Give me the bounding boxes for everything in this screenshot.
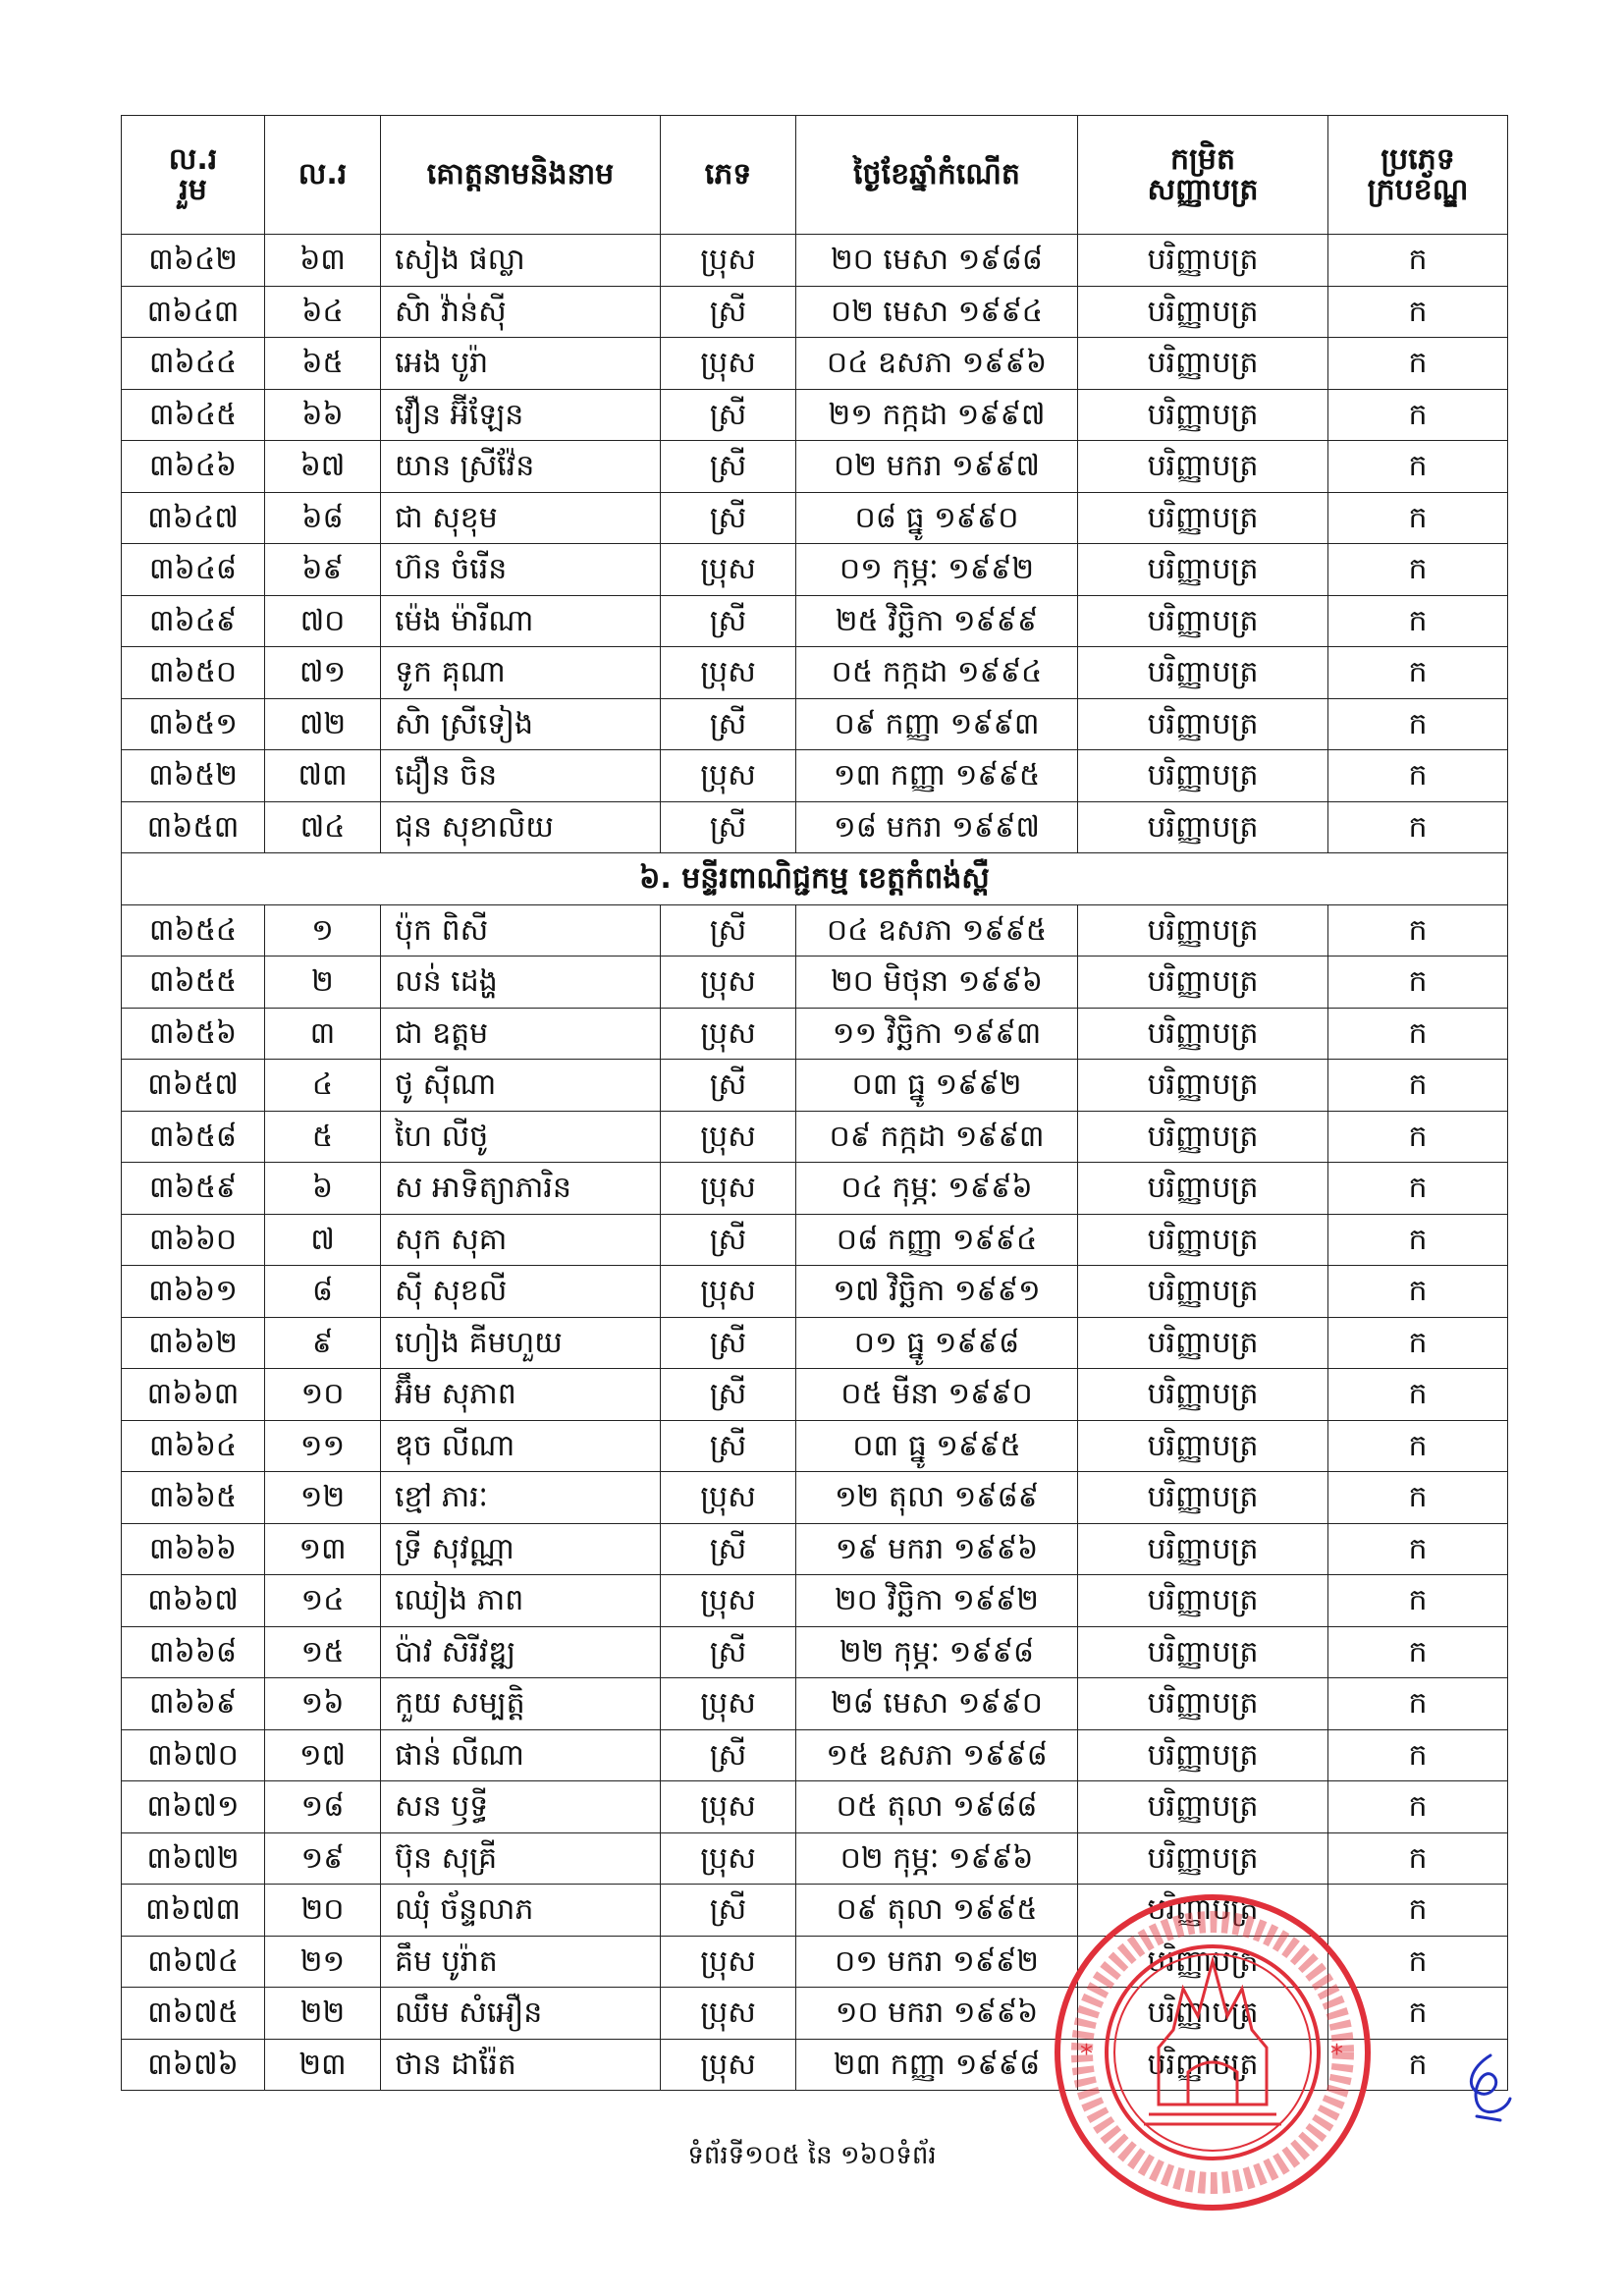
- table-row: [122, 492, 1508, 544]
- cell-no: ២: [265, 957, 381, 1009]
- cell-dob: ២១ កក្កដា ១៩៩៧: [796, 389, 1078, 441]
- table-row: [122, 1266, 1508, 1318]
- cell-no: ៧១: [265, 647, 381, 699]
- cell-framework: ក: [1328, 698, 1508, 750]
- cell-framework: ក: [1328, 441, 1508, 493]
- header-total-no: ល.រ រួម: [122, 116, 265, 235]
- table-row: [122, 1214, 1508, 1266]
- cell-no: ១៨: [265, 1781, 381, 1833]
- cell-no: ៧២: [265, 698, 381, 750]
- cell-total-no: ៣៦៥៧: [122, 1060, 265, 1112]
- cell-sex: ស្រី: [661, 801, 796, 853]
- cell-degree: បរិញ្ញាបត្រ: [1078, 235, 1328, 287]
- cell-no: ៧៤: [265, 801, 381, 853]
- cell-total-no: ៣៦៦៥: [122, 1472, 265, 1524]
- cell-name: ឈឹម សំអឿន: [381, 1988, 661, 2040]
- table-row: [122, 544, 1508, 596]
- cell-total-no: ៣៦៦២: [122, 1317, 265, 1369]
- cell-sex: ប្រុស: [661, 1111, 796, 1163]
- cell-degree: បរិញ្ញាបត្រ: [1078, 1060, 1328, 1112]
- cell-degree: បរិញ្ញាបត្រ: [1078, 1626, 1328, 1678]
- cell-sex: ស្រី: [661, 595, 796, 647]
- cell-no: ៦: [265, 1163, 381, 1215]
- cell-dob: ០៥ តុលា ១៩៨៨: [796, 1781, 1078, 1833]
- header-degree: កម្រិត សញ្ញាបត្រ: [1078, 116, 1328, 235]
- cell-dob: ១៧ វិច្ឆិកា ១៩៩១: [796, 1266, 1078, 1318]
- cell-total-no: ៣៦៦៣: [122, 1369, 265, 1421]
- table-row: [122, 1678, 1508, 1730]
- cell-total-no: ៣៦៤៦: [122, 441, 265, 493]
- cell-no: ៦៧: [265, 441, 381, 493]
- cell-dob: ២២ កុម្ភៈ ១៩៩៨: [796, 1626, 1078, 1678]
- official-seal-icon: [1051, 1890, 1375, 2214]
- cell-dob: ០៩ តុលា ១៩៩៥: [796, 1885, 1078, 1937]
- cell-total-no: ៣៦៥៣: [122, 801, 265, 853]
- cell-total-no: ៣៦៦៨: [122, 1626, 265, 1678]
- table-row: [122, 750, 1508, 802]
- cell-framework: ក: [1328, 957, 1508, 1009]
- cell-total-no: ៣៦៥៩: [122, 1163, 265, 1215]
- table-row: [122, 389, 1508, 441]
- section-title: ៦. មន្ទីរពាណិជ្ជកម្ម ខេត្តកំពង់ស្ពឺ: [122, 853, 1508, 905]
- cell-name: ប៉ាវ សិរីវឌ្ឍ: [381, 1626, 661, 1678]
- cell-name: ហៃ លីថូ: [381, 1111, 661, 1163]
- cell-framework: ក: [1328, 492, 1508, 544]
- cell-dob: ១៩ មករា ១៩៩៦: [796, 1523, 1078, 1575]
- cell-sex: ស្រី: [661, 286, 796, 338]
- cell-framework: ក: [1328, 904, 1508, 957]
- cell-name: ខ្មៅ ភារៈ: [381, 1472, 661, 1524]
- table-row: [122, 338, 1508, 390]
- cell-degree: បរិញ្ញាបត្រ: [1078, 1678, 1328, 1730]
- cell-no: ៦៩: [265, 544, 381, 596]
- cell-total-no: ៣៦៧៤: [122, 1936, 265, 1988]
- cell-name: ផាន់ លីណា: [381, 1729, 661, 1781]
- cell-dob: ២៨ មេសា ១៩៩០: [796, 1678, 1078, 1730]
- cell-framework: ក: [1328, 1060, 1508, 1112]
- table-row: [122, 1420, 1508, 1472]
- cell-sex: ស្រី: [661, 1885, 796, 1937]
- cell-framework: ក: [1328, 801, 1508, 853]
- cell-dob: ០៥ មីនា ១៩៩០: [796, 1369, 1078, 1421]
- cell-degree: បរិញ្ញាបត្រ: [1078, 2039, 1328, 2091]
- cell-dob: ១៨ មករា ១៩៩៧: [796, 801, 1078, 853]
- cell-total-no: ៣៦៥២: [122, 750, 265, 802]
- cell-total-no: ៣៦៤៥: [122, 389, 265, 441]
- cell-name: យាន ស្រីវ៉ែន: [381, 441, 661, 493]
- cell-sex: ប្រុស: [661, 1163, 796, 1215]
- cell-no: ៦៣: [265, 235, 381, 287]
- table-row: [122, 1729, 1508, 1781]
- cell-dob: ០២ កុម្ភៈ ១៩៩៦: [796, 1832, 1078, 1885]
- cell-no: ១៣: [265, 1523, 381, 1575]
- cell-name: ទូក គុណា: [381, 647, 661, 699]
- cell-framework: ក: [1328, 1163, 1508, 1215]
- signature-icon: [1451, 2048, 1520, 2126]
- table-row: [122, 647, 1508, 699]
- cell-sex: ស្រី: [661, 1369, 796, 1421]
- cell-name: ដឿន ចិន: [381, 750, 661, 802]
- cell-framework: ក: [1328, 1214, 1508, 1266]
- cell-framework: ក: [1328, 1781, 1508, 1833]
- cell-dob: ០៣ ធ្នូ ១៩៩២: [796, 1060, 1078, 1112]
- table-row: [122, 1060, 1508, 1112]
- cell-name: ឈុំ ច័ន្ទលាភ: [381, 1885, 661, 1937]
- cell-no: ២១: [265, 1936, 381, 1988]
- cell-sex: ប្រុស: [661, 544, 796, 596]
- svg-text:*: *: [1080, 2040, 1093, 2069]
- cell-name: វឿន អ៊ីឡែន: [381, 389, 661, 441]
- table-row: [122, 1832, 1508, 1885]
- cell-total-no: ៣៦៧០: [122, 1729, 265, 1781]
- table-row: [122, 1317, 1508, 1369]
- table-row: [122, 1781, 1508, 1833]
- svg-text:*: *: [1330, 2040, 1343, 2069]
- table-row: [122, 698, 1508, 750]
- cell-dob: ២៣ កញ្ញា ១៩៩៨: [796, 2039, 1078, 2091]
- cell-name: កួយ សម្បត្តិ: [381, 1678, 661, 1730]
- cell-sex: ប្រុស: [661, 1936, 796, 1988]
- cell-no: ៤: [265, 1060, 381, 1112]
- cell-degree: បរិញ្ញាបត្រ: [1078, 1729, 1328, 1781]
- cell-name: ជុន សុខាលិយ: [381, 801, 661, 853]
- cell-total-no: ៣៦៦៤: [122, 1420, 265, 1472]
- cell-no: ៧: [265, 1214, 381, 1266]
- cell-framework: ក: [1328, 2039, 1508, 2091]
- cell-no: ៥: [265, 1111, 381, 1163]
- table-row: [122, 441, 1508, 493]
- cell-dob: ១៥ ឧសភា ១៩៩៨: [796, 1729, 1078, 1781]
- cell-degree: បរិញ្ញាបត្រ: [1078, 1575, 1328, 1627]
- cell-sex: ស្រី: [661, 492, 796, 544]
- personnel-table: [121, 115, 1508, 2091]
- cell-degree: បរិញ្ញាបត្រ: [1078, 595, 1328, 647]
- cell-degree: បរិញ្ញាបត្រ: [1078, 1008, 1328, 1060]
- cell-framework: ក: [1328, 1729, 1508, 1781]
- cell-no: ៣: [265, 1008, 381, 1060]
- table-row: [122, 595, 1508, 647]
- cell-sex: ប្រុស: [661, 1575, 796, 1627]
- cell-dob: ២០ វិច្ឆិកា ១៩៩២: [796, 1575, 1078, 1627]
- cell-sex: ប្រុស: [661, 750, 796, 802]
- cell-dob: ០៤ ឧសភា ១៩៩៥: [796, 904, 1078, 957]
- cell-framework: ក: [1328, 544, 1508, 596]
- cell-degree: បរិញ្ញាបត្រ: [1078, 1317, 1328, 1369]
- cell-no: ៦៥: [265, 338, 381, 390]
- cell-dob: ១០ មករា ១៩៩៦: [796, 1988, 1078, 2040]
- cell-degree: បរិញ្ញាបត្រ: [1078, 286, 1328, 338]
- cell-degree: បរិញ្ញាបត្រ: [1078, 1266, 1328, 1318]
- cell-sex: ស្រី: [661, 389, 796, 441]
- cell-dob: ០៤ ឧសភា ១៩៩៦: [796, 338, 1078, 390]
- cell-sex: ប្រុស: [661, 1832, 796, 1885]
- cell-sex: ប្រុស: [661, 1988, 796, 2040]
- cell-name: ឌុច លីណា: [381, 1420, 661, 1472]
- cell-total-no: ៣៦៥៤: [122, 904, 265, 957]
- cell-dob: ១២ តុលា ១៩៨៩: [796, 1472, 1078, 1524]
- cell-name: ប៊ុន សុគ្រី: [381, 1832, 661, 1885]
- cell-degree: បរិញ្ញាបត្រ: [1078, 338, 1328, 390]
- cell-framework: ក: [1328, 1111, 1508, 1163]
- cell-sex: ស្រី: [661, 1420, 796, 1472]
- cell-name: គឹម បូរ៉ាត: [381, 1936, 661, 1988]
- table-row: [122, 1369, 1508, 1421]
- cell-framework: ក: [1328, 595, 1508, 647]
- cell-total-no: ៣៦៦០: [122, 1214, 265, 1266]
- cell-name: ស អាទិត្យាភារិន: [381, 1163, 661, 1215]
- cell-no: ១៩: [265, 1832, 381, 1885]
- cell-sex: ប្រុស: [661, 1008, 796, 1060]
- cell-dob: ០៩ កក្កដា ១៩៩៣: [796, 1111, 1078, 1163]
- cell-sex: ប្រុស: [661, 1781, 796, 1833]
- cell-sex: ស្រី: [661, 1214, 796, 1266]
- cell-degree: បរិញ្ញាបត្រ: [1078, 957, 1328, 1009]
- cell-no: ២៣: [265, 2039, 381, 2091]
- cell-no: ១១: [265, 1420, 381, 1472]
- cell-dob: ០៤ កុម្ភៈ ១៩៩៦: [796, 1163, 1078, 1215]
- cell-framework: ក: [1328, 647, 1508, 699]
- cell-framework: ក: [1328, 235, 1508, 287]
- cell-framework: ក: [1328, 286, 1508, 338]
- cell-no: ២២: [265, 1988, 381, 2040]
- cell-name: លន់ ដេង្ហ: [381, 957, 661, 1009]
- cell-no: ៩: [265, 1317, 381, 1369]
- cell-name: សុក សុគា: [381, 1214, 661, 1266]
- cell-degree: បរិញ្ញាបត្រ: [1078, 801, 1328, 853]
- cell-dob: ១៣ កញ្ញា ១៩៩៥: [796, 750, 1078, 802]
- cell-dob: ០៣ ធ្នូ ១៩៩៥: [796, 1420, 1078, 1472]
- table-row: [122, 904, 1508, 957]
- cell-degree: បរិញ្ញាបត្រ: [1078, 1781, 1328, 1833]
- table-row: [122, 1008, 1508, 1060]
- cell-degree: បរិញ្ញាបត្រ: [1078, 1832, 1328, 1885]
- cell-name: អេង បូរ៉ា: [381, 338, 661, 390]
- cell-total-no: ៣៦៤២: [122, 235, 265, 287]
- cell-name: ស៊ី សុខលី: [381, 1266, 661, 1318]
- page-number: ទំព័រទី១០៥ នៃ ១៦០ទំព័រ: [687, 2141, 937, 2170]
- cell-framework: ក: [1328, 1678, 1508, 1730]
- cell-framework: ក: [1328, 1988, 1508, 2040]
- table-row: [122, 957, 1508, 1009]
- cell-name: ឈៀង ភាព: [381, 1575, 661, 1627]
- cell-dob: ០៩ កញ្ញា ១៩៩៣: [796, 698, 1078, 750]
- cell-dob: ២០ មេសា ១៩៨៨: [796, 235, 1078, 287]
- cell-sex: ស្រី: [661, 1626, 796, 1678]
- cell-degree: បរិញ្ញាបត្រ: [1078, 544, 1328, 596]
- cell-total-no: ៣៦៦៩: [122, 1678, 265, 1730]
- cell-name: សិា វ៉ាន់ស៊ី: [381, 286, 661, 338]
- section-row: [122, 853, 1508, 905]
- cell-sex: ស្រី: [661, 1523, 796, 1575]
- cell-dob: ០២ មេសា ១៩៩៤: [796, 286, 1078, 338]
- cell-degree: បរិញ្ញាបត្រ: [1078, 492, 1328, 544]
- cell-name: ថូ ស៊ីណា: [381, 1060, 661, 1112]
- cell-degree: បរិញ្ញាបត្រ: [1078, 1988, 1328, 2040]
- table-row: [122, 1163, 1508, 1215]
- cell-framework: ក: [1328, 1885, 1508, 1937]
- cell-framework: ក: [1328, 1523, 1508, 1575]
- cell-sex: ប្រុស: [661, 1472, 796, 1524]
- cell-dob: ០១ កុម្ភៈ ១៩៩២: [796, 544, 1078, 596]
- cell-name: ជា សុខុម: [381, 492, 661, 544]
- cell-degree: បរិញ្ញាបត្រ: [1078, 698, 1328, 750]
- cell-sex: ប្រុស: [661, 1678, 796, 1730]
- table-header-row: [122, 116, 1508, 235]
- cell-sex: ស្រី: [661, 1060, 796, 1112]
- cell-framework: ក: [1328, 1575, 1508, 1627]
- table-row: [122, 1111, 1508, 1163]
- cell-total-no: ៣៦៧៥: [122, 1988, 265, 2040]
- cell-degree: បរិញ្ញាបត្រ: [1078, 1111, 1328, 1163]
- cell-degree: បរិញ្ញាបត្រ: [1078, 647, 1328, 699]
- cell-no: ១២: [265, 1472, 381, 1524]
- table-row: [122, 1575, 1508, 1627]
- cell-framework: ក: [1328, 1317, 1508, 1369]
- cell-total-no: ៣៦៤៨: [122, 544, 265, 596]
- cell-total-no: ៣៦៤៤: [122, 338, 265, 390]
- table-row: [122, 235, 1508, 287]
- cell-sex: ស្រី: [661, 1317, 796, 1369]
- cell-total-no: ៣៦៥០: [122, 647, 265, 699]
- header-name: គោត្តនាមនិងនាម: [381, 116, 661, 235]
- cell-framework: ក: [1328, 1626, 1508, 1678]
- cell-dob: ២០ មិថុនា ១៩៩៦: [796, 957, 1078, 1009]
- cell-total-no: ៣៦៦៧: [122, 1575, 265, 1627]
- cell-name: ទ្រី សុវណ្ណា: [381, 1523, 661, 1575]
- cell-total-no: ៣៦៥១: [122, 698, 265, 750]
- table-row: [122, 1626, 1508, 1678]
- cell-sex: ប្រុស: [661, 957, 796, 1009]
- cell-sex: ស្រី: [661, 698, 796, 750]
- cell-dob: ០១ ធ្នូ ១៩៩៨: [796, 1317, 1078, 1369]
- cell-total-no: ៣៦៥៥: [122, 957, 265, 1009]
- cell-degree: បរិញ្ញាបត្រ: [1078, 1214, 1328, 1266]
- header-no: ល.រ: [265, 116, 381, 235]
- cell-framework: ក: [1328, 1832, 1508, 1885]
- cell-name: សៀង ផល្លា: [381, 235, 661, 287]
- cell-no: ៧៣: [265, 750, 381, 802]
- cell-framework: ក: [1328, 1420, 1508, 1472]
- cell-degree: បរិញ្ញាបត្រ: [1078, 1369, 1328, 1421]
- cell-degree: បរិញ្ញាបត្រ: [1078, 1472, 1328, 1524]
- cell-no: ៦៤: [265, 286, 381, 338]
- cell-dob: ០៨ ធ្នូ ១៩៩០: [796, 492, 1078, 544]
- cell-framework: ក: [1328, 1472, 1508, 1524]
- cell-degree: បរិញ្ញាបត្រ: [1078, 1163, 1328, 1215]
- cell-no: ១៤: [265, 1575, 381, 1627]
- cell-sex: ប្រុស: [661, 1266, 796, 1318]
- cell-name: ម៉េង ម៉ារីណា: [381, 595, 661, 647]
- cell-no: ១០: [265, 1369, 381, 1421]
- cell-no: ១៥: [265, 1626, 381, 1678]
- cell-dob: ១១ វិច្ឆិកា ១៩៩៣: [796, 1008, 1078, 1060]
- cell-no: ៨: [265, 1266, 381, 1318]
- cell-total-no: ៣៦៥៨: [122, 1111, 265, 1163]
- cell-total-no: ៣៦៧២: [122, 1832, 265, 1885]
- cell-framework: ក: [1328, 1266, 1508, 1318]
- cell-dob: ០៥ កក្កដា ១៩៩៤: [796, 647, 1078, 699]
- cell-no: ៧០: [265, 595, 381, 647]
- cell-no: ៦៨: [265, 492, 381, 544]
- cell-framework: ក: [1328, 1369, 1508, 1421]
- cell-framework: ក: [1328, 750, 1508, 802]
- cell-dob: ០៨ កញ្ញា ១៩៩៤: [796, 1214, 1078, 1266]
- cell-no: ២០: [265, 1885, 381, 1937]
- cell-sex: ស្រី: [661, 441, 796, 493]
- cell-degree: បរិញ្ញាបត្រ: [1078, 389, 1328, 441]
- header-dob: ថ្ងៃខែឆ្នាំកំណើត: [796, 116, 1078, 235]
- cell-total-no: ៣៦៧៣: [122, 1885, 265, 1937]
- cell-no: ១: [265, 904, 381, 957]
- cell-framework: ក: [1328, 1936, 1508, 1988]
- cell-name: ហ៊ន ចំរើន: [381, 544, 661, 596]
- cell-total-no: ៣៦៤៧: [122, 492, 265, 544]
- cell-total-no: ៣៦៧១: [122, 1781, 265, 1833]
- cell-dob: ២៥ វិច្ឆិកា ១៩៩៩: [796, 595, 1078, 647]
- cell-no: ៦៦: [265, 389, 381, 441]
- cell-sex: ប្រុស: [661, 647, 796, 699]
- cell-name: ប៉ុក ពិសី: [381, 904, 661, 957]
- cell-degree: បរិញ្ញាបត្រ: [1078, 1420, 1328, 1472]
- cell-total-no: ៣៦៦៦: [122, 1523, 265, 1575]
- cell-sex: ប្រុស: [661, 235, 796, 287]
- cell-name: អ៊ឹម សុភាព: [381, 1369, 661, 1421]
- cell-total-no: ៣៦៤៩: [122, 595, 265, 647]
- cell-total-no: ៣៦៤៣: [122, 286, 265, 338]
- cell-dob: ០១ មករា ១៩៩២: [796, 1936, 1078, 1988]
- table-row: [122, 1472, 1508, 1524]
- cell-degree: បរិញ្ញាបត្រ: [1078, 1885, 1328, 1937]
- cell-total-no: ៣៦៥៦: [122, 1008, 265, 1060]
- cell-framework: ក: [1328, 338, 1508, 390]
- cell-no: ១៦: [265, 1678, 381, 1730]
- cell-degree: បរិញ្ញាបត្រ: [1078, 750, 1328, 802]
- header-sex: ភេទ: [661, 116, 796, 235]
- cell-name: ថាន ដារ៉ែត: [381, 2039, 661, 2091]
- cell-sex: ប្រុស: [661, 338, 796, 390]
- cell-name: សន ឫទ្ធី: [381, 1781, 661, 1833]
- cell-no: ១៧: [265, 1729, 381, 1781]
- cell-sex: ស្រី: [661, 904, 796, 957]
- cell-name: ជា ឧត្តម: [381, 1008, 661, 1060]
- cell-degree: បរិញ្ញាបត្រ: [1078, 904, 1328, 957]
- table-row: [122, 286, 1508, 338]
- cell-total-no: ៣៦៧៦: [122, 2039, 265, 2091]
- cell-degree: បរិញ្ញាបត្រ: [1078, 1936, 1328, 1988]
- cell-framework: ក: [1328, 1008, 1508, 1060]
- cell-degree: បរិញ្ញាបត្រ: [1078, 1523, 1328, 1575]
- header-framework: ប្រភេទ ក្របខ័ណ្ឌ: [1328, 116, 1508, 235]
- cell-sex: ប្រុស: [661, 2039, 796, 2091]
- cell-sex: ស្រី: [661, 1729, 796, 1781]
- cell-name: ហៀង គីមហួយ: [381, 1317, 661, 1369]
- cell-framework: ក: [1328, 389, 1508, 441]
- table-row: [122, 1523, 1508, 1575]
- cell-degree: បរិញ្ញាបត្រ: [1078, 441, 1328, 493]
- cell-name: សិា ស្រីទៀង: [381, 698, 661, 750]
- table-row: [122, 801, 1508, 853]
- cell-dob: ០២ មករា ១៩៩៧: [796, 441, 1078, 493]
- cell-total-no: ៣៦៦១: [122, 1266, 265, 1318]
